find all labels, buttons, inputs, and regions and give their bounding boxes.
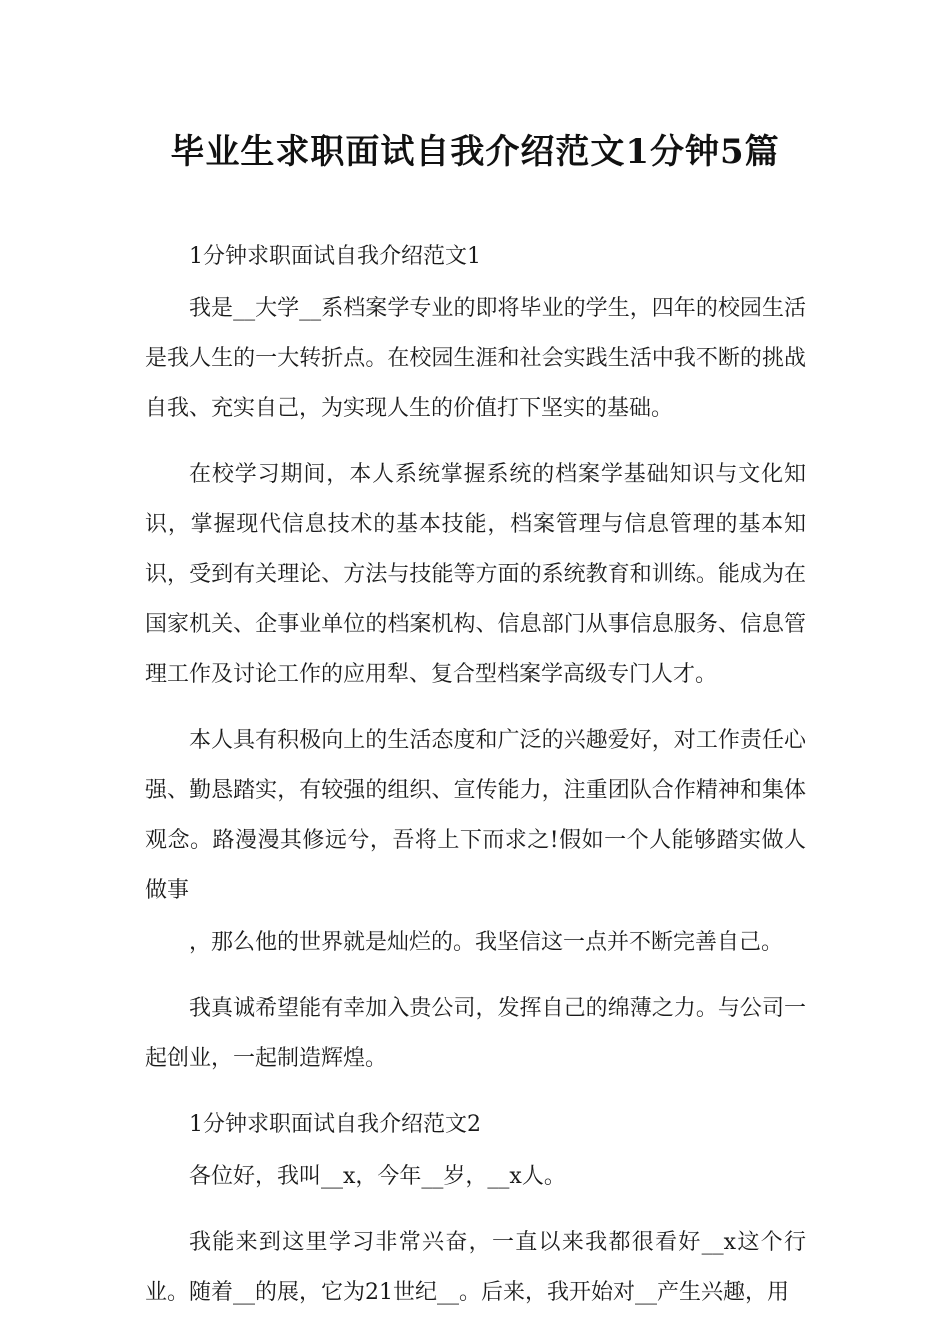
paragraph: 我真诚希望能有幸加入贵公司，发挥自己的绵薄之力。与公司一起创业，一起制造辉煌。 [145, 996, 806, 1071]
section-heading-1: 1分钟求职面试自我介绍范文1 [189, 244, 481, 269]
section-heading-2: 1分钟求职面试自我介绍范文2 [189, 1112, 481, 1137]
paragraph: 本人具有积极向上的生活态度和广泛的兴趣爱好，对工作责任心强、勤恳踏实，有较强的组织、宣传能力，注重团队合作精神和集体观念。路漫漫其修远兮，吾将上下而求之!假如一个人能够踏实做人做事 [145, 728, 806, 903]
document-title: 毕业生求职面试自我介绍范文1分钟5篇 [170, 132, 780, 172]
paragraph: 在校学习期间，本人系统掌握系统的档案学基础知识与文化知识，掌握现代信息技术的基本技能，档案管理与信息管理的基本知识，受到有关理论、方法与技能等方面的系统教育和训练。能成为在国家机关、企事业单位的档案机构、信息部门从事信息服务、信息管理工作及讨论工作的应用犁、复合型档案学高级专门人才。 [145, 462, 806, 687]
document-body [145, 232, 806, 1334]
paragraph: 我能来到这里学习非常兴奋，一直以来我都很看好__x这个行业。随着__的展，它为21世纪__。后来，我开始对__产生兴趣，用 [145, 1230, 806, 1305]
paragraph: 我是__大学__系档案学专业的即将毕业的学生，四年的校园生活是我人生的一大转折点。在校园生涯和社会实践生活中我不断的挑战自我、充实自己，为实现人生的价值打下坚实的基础。 [145, 296, 806, 421]
paragraph: ，那么他的世界就是灿烂的。我坚信这一点并不断完善自己。 [189, 930, 784, 955]
paragraph: 各位好，我叫__x，今年__岁，__x人。 [189, 1164, 566, 1189]
